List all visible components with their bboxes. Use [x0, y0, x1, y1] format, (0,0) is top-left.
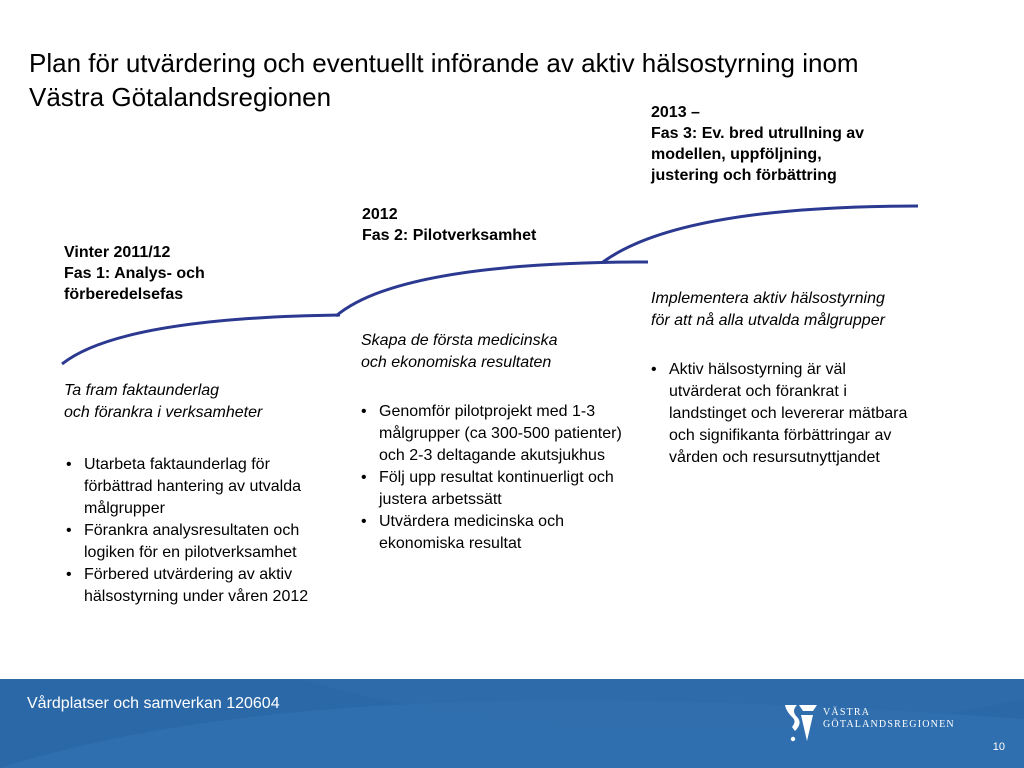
phase-3-subheading: Implementera aktiv hälsostyrning för att nå alla utvalda målgrupper: [651, 290, 885, 329]
list-item: • Förbered utvärdering av aktiv hälsostyrning under våren 2012: [64, 564, 320, 608]
list-item: • Utvärdera medicinska och ekonomiska resultat: [359, 511, 631, 555]
phase-2-bullets: [359, 401, 631, 555]
phase-1-subheading: Ta fram faktaunderlag och förankra i verksamheter: [64, 382, 263, 421]
logo-wordmark: VÄSTRA GÖTALANDSREGIONEN: [823, 707, 955, 730]
list-item: • Utarbeta faktaunderlag för förbättrad hantering av utvalda målgrupper: [64, 454, 320, 520]
phase-1-curve: [62, 315, 340, 364]
phase-3-curve: [603, 206, 918, 262]
phase-2-heading: 2012 Fas 2: Pilotverksamhet: [362, 206, 537, 244]
phase-3-heading: 2013 – Fas 3: Ev. bred utrullning av modellen, uppföljning, justering och förbättring: [651, 104, 865, 184]
footer-bar: [0, 679, 1024, 768]
phase-2-curve: [336, 262, 648, 316]
list-item: • Genomför pilotprojekt med 1-3 målgrupper (ca 300-500 patienter) och 2-3 deltagande akutsjukhus: [359, 401, 631, 467]
swan-logo-icon: [783, 701, 819, 745]
footer-caption: Vårdplatser och samverkan 120604: [27, 695, 280, 712]
organization-logo: [783, 701, 983, 745]
phase-1-heading: Vinter 2011/12 Fas 1: Analys- och förberedelsefas: [64, 244, 205, 303]
list-item: • Följ upp resultat kontinuerligt och justera arbetssätt: [359, 467, 631, 511]
slide-title: Plan för utvärdering och eventuellt införande av aktiv hälsostyrning inom Västra Götalandsregionen: [29, 48, 859, 112]
phase-1-bullets: [64, 454, 320, 608]
phase-3-bullets: [649, 359, 921, 469]
list-item: • Aktiv hälsostyrning är väl utvärderat och förankrat i landstinget och levererar mätbara och signifikanta förbättringar av vården och resursutnyttjandet: [649, 359, 921, 469]
list-item: • Förankra analysresultaten och logiken för en pilotverksamhet: [64, 520, 320, 564]
page-number: 10: [992, 741, 1005, 753]
phase-2-subheading: Skapa de första medicinska och ekonomiska resultaten: [361, 332, 558, 371]
